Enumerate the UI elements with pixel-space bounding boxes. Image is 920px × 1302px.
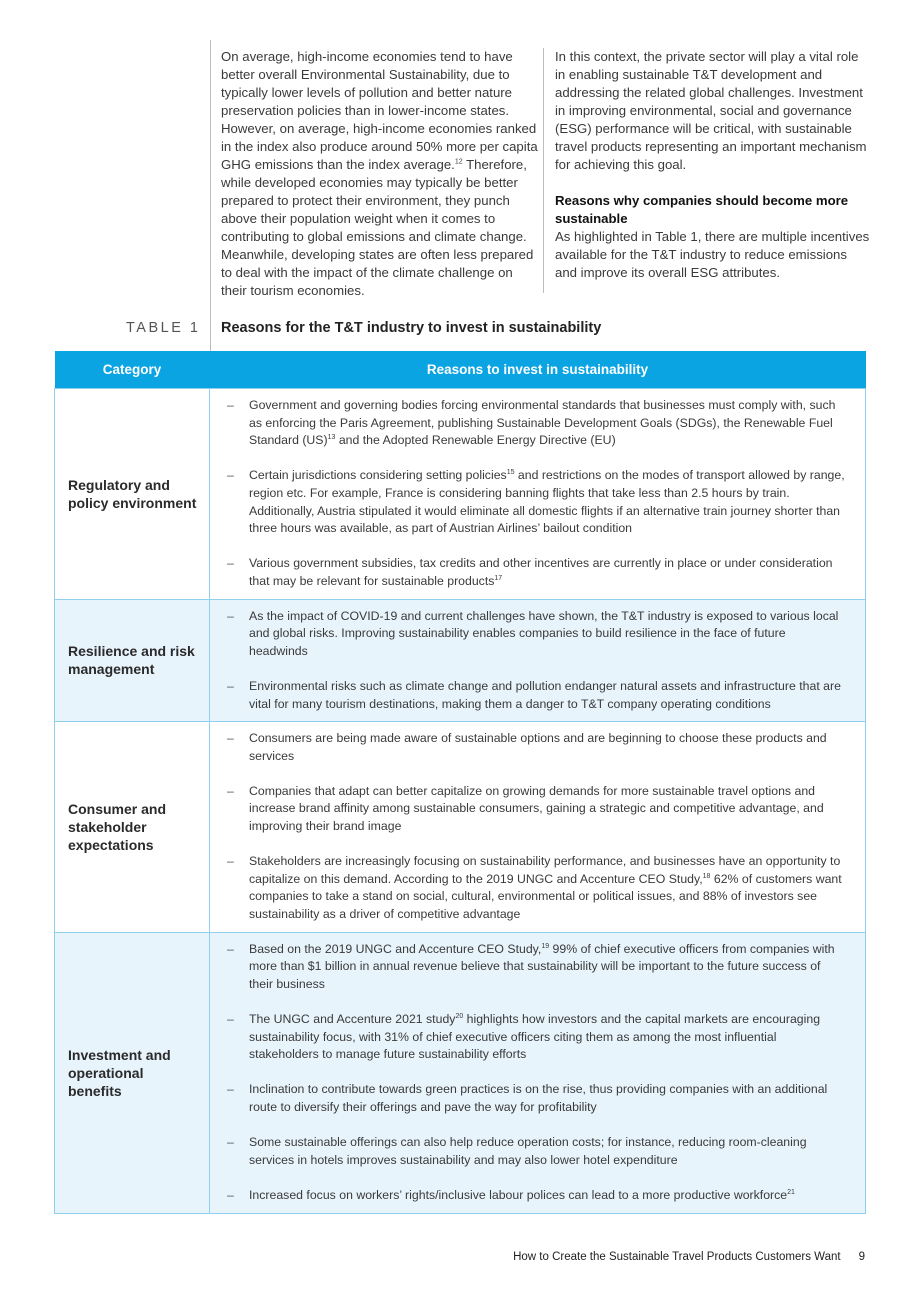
left-margin-rule bbox=[210, 40, 211, 352]
footnote-ref[interactable]: 17 bbox=[494, 574, 503, 582]
page-footer bbox=[513, 1251, 865, 1263]
intro-right-paragraph: In this context, the private sector will play a vital role in enabling sustainable T&T development and addressing the related global challenges. Investment in improving environmental, social and governance (ESG) performance will be critical, with sustainable travel products representing an important mechanism for achieving this goal. bbox=[555, 49, 867, 172]
table-header-row bbox=[55, 351, 866, 389]
footer-title: How to Create the Sustainable Travel Products Customers Want bbox=[513, 1251, 841, 1263]
table-row bbox=[55, 599, 866, 722]
category-cell: Resilience and risk management bbox=[55, 599, 210, 722]
reasons-list bbox=[227, 608, 845, 714]
list-item: – As the impact of COVID-19 and current challenges have shown, the T&T industry is exposed to various local and global risks. Improving sustainability enables companies to build resilience in the face of future headwinds bbox=[227, 608, 845, 661]
reasons-cell bbox=[210, 389, 866, 600]
footnote-ref[interactable]: 21 bbox=[787, 1188, 795, 1196]
footnote-ref[interactable]: 19 bbox=[541, 942, 550, 950]
list-item: – Companies that adapt can better capitalize on growing demands for more sustainable travel options and increase brand affinity among sustainable consumers, gaining a strategic and competitive advantage, and improving their brand image bbox=[227, 783, 845, 836]
category-cell: Consumer and stakeholder expectations bbox=[55, 722, 210, 933]
intro-right-paragraph-2: As highlighted in Table 1, there are multiple incentives available for the T&T industry to reduce emissions and improve its overall ESG attributes. bbox=[555, 229, 870, 280]
list-item: – Certain jurisdictions considering setting policies$^{15}$ and restrictions on the modes of transport allowed by range, region etc. For example, France is considering banning flights that take less than 2.5 hours by train. Additionally, Austria stipulated it would eliminate all domestic flights if an alternative train journey shorter than three hours was available, as part of Austrian Airlines’ bailout condition bbox=[227, 467, 845, 537]
category-cell: Regulatory and policy environment bbox=[55, 389, 210, 600]
reasons-cell bbox=[210, 722, 866, 933]
page-number: 9 bbox=[858, 1251, 865, 1263]
category-cell: Investment and operational benefits bbox=[55, 932, 210, 1213]
list-item: – Consumers are being made aware of sustainable options and are beginning to choose these products and services bbox=[227, 730, 845, 765]
footnote-ref[interactable]: 20 bbox=[455, 1012, 464, 1020]
footnote-ref[interactable]: 15 bbox=[506, 469, 515, 477]
table-row bbox=[55, 932, 866, 1213]
intro-left-column bbox=[221, 48, 539, 300]
reasons-cell bbox=[210, 932, 866, 1213]
header-reasons: Reasons to invest in sustainability bbox=[210, 351, 866, 389]
intro-right-column bbox=[543, 48, 871, 293]
table-row bbox=[55, 722, 866, 933]
table-title: Reasons for the T&T industry to invest in sustainability bbox=[221, 320, 602, 336]
table-row bbox=[55, 389, 866, 600]
footnote-ref[interactable]: 18 bbox=[702, 872, 711, 880]
reasons-list bbox=[227, 397, 845, 591]
list-item: – The UNGC and Accenture 2021 study$^{20}$ highlights how investors and the capital markets are encouraging sustainability focus, with 31% of chief executive officers citing them as among the most influential stakeholders to manage future sustainability efforts bbox=[227, 1011, 845, 1064]
list-item: – Government and governing bodies forcing environmental standards that businesses must comply with, such as enforcing the Paris Agreement, publishing Sustainable Development Goals (SDGs), the Renewable Fuel Standard (US)$^{13}$ and the Adopted Renewable Energy Directive (EU) bbox=[227, 397, 845, 450]
list-item: – Increased focus on workers’ rights/inclusive labour polices can lead to a more productive workforce$^{21}$ bbox=[227, 1187, 845, 1205]
table-body bbox=[55, 389, 866, 1214]
list-item: – Inclination to contribute towards green practices is on the rise, thus providing companies with an additional route to diversify their offerings and pave the way for profitability bbox=[227, 1081, 845, 1116]
footnote-ref[interactable]: 13 bbox=[327, 434, 336, 442]
footnote-ref[interactable]: 12 bbox=[454, 158, 463, 166]
list-item: – Various government subsidies, tax credits and other incentives are currently in place or under consideration that may be relevant for sustainable products$^{17}$ bbox=[227, 555, 845, 590]
reasons-table bbox=[54, 351, 866, 1214]
reasons-list bbox=[227, 730, 845, 924]
reasons-list bbox=[227, 941, 845, 1205]
list-item: – Some sustainable offerings can also help reduce operation costs; for instance, reducing room-cleaning services in hotels improves sustainability and may also lower hotel expenditure bbox=[227, 1134, 845, 1169]
header-category: Category bbox=[55, 351, 210, 389]
intro-left-paragraph: On average, high-income economies tend to have better overall Environmental Sustainability, due to typically lower levels of pollution and better nature preservation policies than in lower-income states. However, on average, high-income economies ranked in the index also produce around 50% more per capita GHG emissions than the index average.$^{12}$ Therefore, while developed economies may typically be better prepared to protect their environment, they punch above their population weight when it comes to contributing to global emissions and climate change. Meanwhile, developing states are often less prepared to deal with the impact of the climate challenge on their tourism economies. bbox=[221, 49, 538, 298]
list-item: – Stakeholders are increasingly focusing on sustainability performance, and businesses have an opportunity to capitalize on this demand. According to the 2019 UNGC and Accenture CEO Study,$^{18}$ 62% of customers want companies to take a stand on social, cultural, environmental or political issues, and 88% of investors see sustainability as a driver of competitive advantage bbox=[227, 853, 845, 923]
list-item: – Based on the 2019 UNGC and Accenture CEO Study,$^{19}$ 99% of chief executive officers from companies with more than $1 billion in annual revenue believe that sustainability will be important to the future success of their business bbox=[227, 941, 845, 994]
section-heading: Reasons why companies should become more sustainable bbox=[555, 193, 849, 226]
table-label: TABLE 1 bbox=[126, 320, 201, 336]
list-item: – Environmental risks such as climate change and pollution endanger natural assets and infrastructure that are vital for many tourism destinations, making them a danger to T&T company operating conditions bbox=[227, 678, 845, 713]
reasons-cell bbox=[210, 599, 866, 722]
